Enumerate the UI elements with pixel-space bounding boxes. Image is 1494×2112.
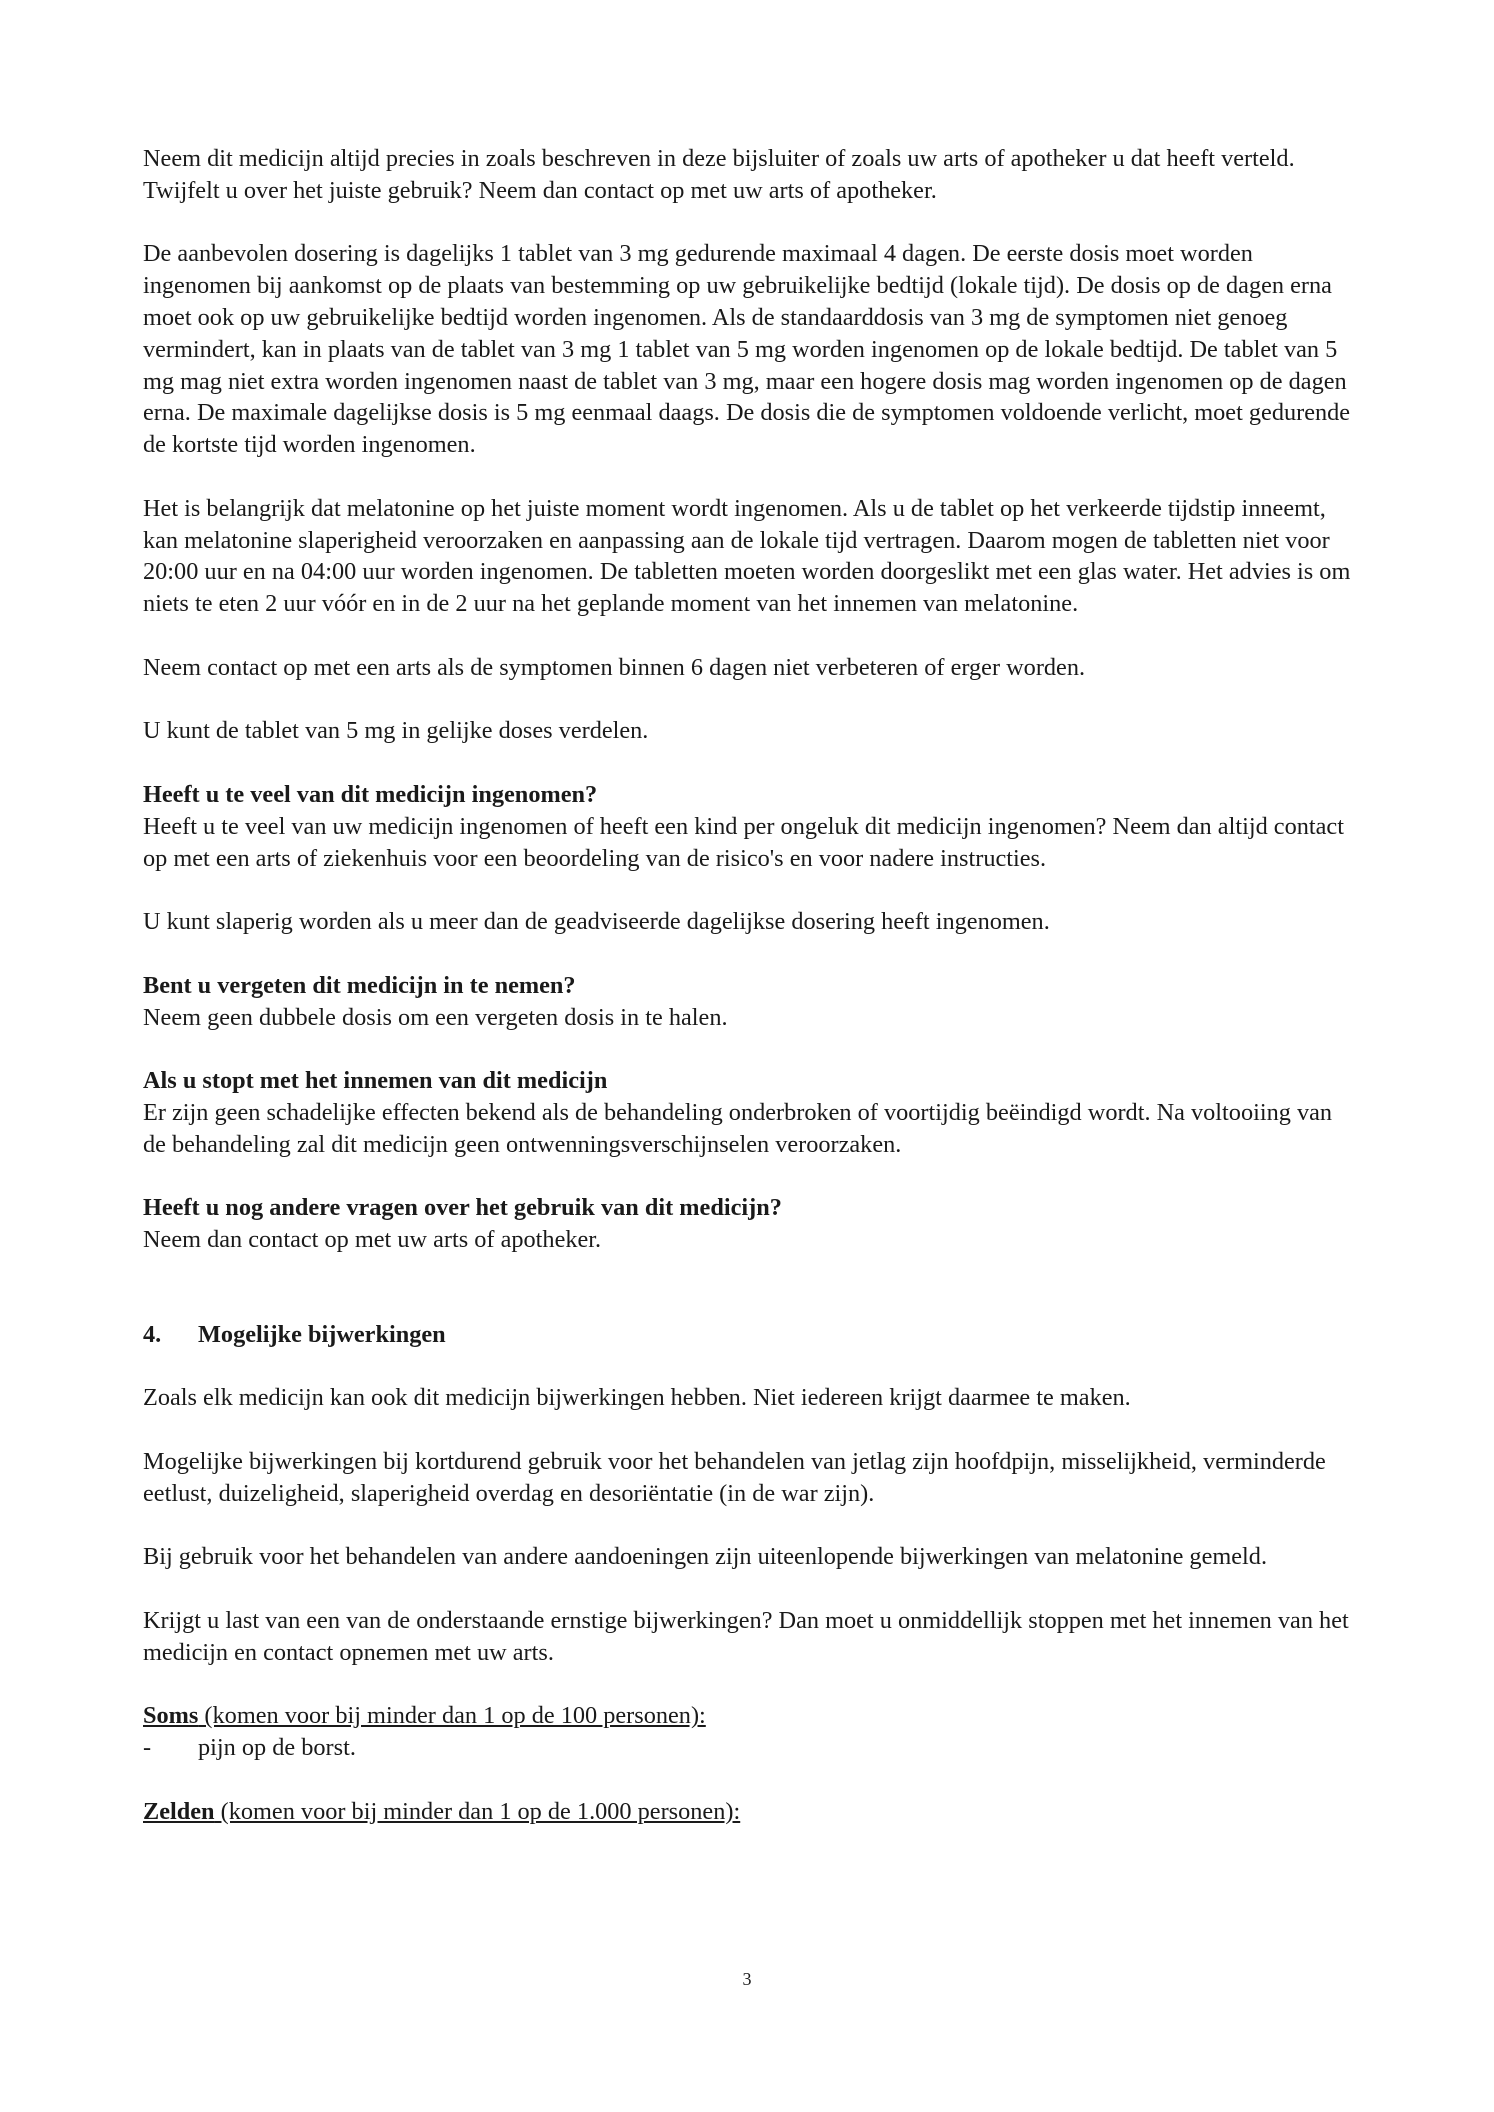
paragraph-questions: Neem dan contact op met uw arts of apotheker. xyxy=(143,1226,602,1254)
paragraph-forgotten: Neem geen dubbele dosis om een vergeten dosis in te halen. xyxy=(143,1003,728,1031)
heading-forgotten: Bent u vergeten dit medicijn in te nemen? xyxy=(143,971,576,999)
paragraph-contact-doctor: Neem contact op met een arts als de symptomen binnen 6 dagen niet verbeteren of erger worden. xyxy=(143,653,1086,681)
paragraph-jetlag-side-effects: Mogelijke bijwerkingen bij kortdurend gebruik voor het behandelen van jetlag zijn hoofdpijn, misselijkheid, verminderde eetlust, duizeligheid, slaperigheid overdag en desoriëntatie (in de war zijn). xyxy=(143,1448,1326,1507)
frequency-zelden-text: (komen voor bij minder dan 1 op de 1.000 personen): xyxy=(214,1797,741,1825)
paragraph-timing: Het is belangrijk dat melatonine op het juiste moment wordt ingenomen. Als u de tablet op het verkeerde tijdstip inneemt, kan melatonine slaperigheid veroorzaken en aanpassing aan de lokale tijd vertragen. Daarom mogen de tabletten niet voor 20:00 uur en na 04:00 uur worden ingenomen. De tabletten moeten worden doorgeslikt met een glas water. Het advies is om niets te eten 2 uur vóór en in de 2 uur na het geplande moment van het innemen van melatonine. xyxy=(143,494,1351,618)
paragraph-serious-side-effects: Krijgt u last van een van de onderstaande ernstige bijwerkingen? Dan moet u onmiddellijk stoppen met het innemen van het medicijn en contact opnemen met uw arts. xyxy=(143,1607,1349,1666)
document-body xyxy=(143,143,1353,1828)
paragraph-tablet-split: U kunt de tablet van 5 mg in gelijke doses verdelen. xyxy=(143,717,649,745)
paragraph-stopping: Er zijn geen schadelijke effecten bekend als de behandeling onderbroken of voortijdig beëindigd wordt. Na voltooiing van de behandeling zal dit medicijn geen ontwenningsverschijnselen veroorzaken. xyxy=(143,1098,1333,1158)
section-number: 4. xyxy=(143,1320,162,1348)
paragraph-side-effects-intro: Zoals elk medicijn kan ook dit medicijn bijwerkingen hebben. Niet iedereen krijgt daarmee te maken. xyxy=(143,1384,1131,1412)
list-item xyxy=(143,1732,1353,1764)
page-number: 3 xyxy=(742,1969,752,1989)
frequency-soms-text: (komen voor bij minder dan 1 op de 100 personen): xyxy=(198,1702,706,1730)
paragraph-other-conditions: Bij gebruik voor het behandelen van andere aandoeningen zijn uiteenlopende bijwerkingen van melatonine gemeld. xyxy=(143,1543,1268,1571)
heading-overdose: Heeft u te veel van dit medicijn ingenomen? xyxy=(143,780,598,808)
section-title: Mogelijke bijwerkingen xyxy=(198,1320,446,1348)
heading-questions: Heeft u nog andere vragen over het gebruik van dit medicijn? xyxy=(143,1194,782,1222)
bullet-dash: - xyxy=(143,1734,152,1762)
paragraph-usage-intro: Neem dit medicijn altijd precies in zoals beschreven in deze bijsluiter of zoals uw arts of apotheker u dat heeft verteld. Twijfelt u over het juiste gebruik? Neem dan contact op met uw arts of apotheker. xyxy=(143,145,1295,204)
frequency-soms-label: Soms xyxy=(143,1702,199,1730)
heading-stopping: Als u stopt met het innemen van dit medicijn xyxy=(143,1067,608,1095)
paragraph-overdose-drowsy: U kunt slaperig worden als u meer dan de geadviseerde dagelijkse dosering heeft ingenomen. xyxy=(143,908,1050,936)
frequency-soms xyxy=(143,1700,1353,1732)
bullet-text: pijn op de borst. xyxy=(198,1734,356,1762)
section-heading-side-effects xyxy=(143,1319,1353,1351)
frequency-zelden-label: Zelden xyxy=(143,1797,215,1825)
frequency-zelden xyxy=(143,1796,1353,1828)
paragraph-overdose: Heeft u te veel van uw medicijn ingenomen of heeft een kind per ongeluk dit medicijn ingenomen? Neem dan altijd contact op met een arts of ziekenhuis voor een beoordeling van de risico's en voor nadere instructies. xyxy=(143,812,1344,872)
paragraph-dosage: De aanbevolen dosering is dagelijks 1 tablet van 3 mg gedurende maximaal 4 dagen. De eerste dosis moet worden ingenomen bij aankomst op de plaats van bestemming op uw gebruikelijke bedtijd (lokale tijd). De dosis op de dagen erna moet ook op uw gebruikelijke bedtijd worden ingenomen. Als de standaarddosis van 3 mg de symptomen niet genoeg vermindert, kan in plaats van de tablet van 3 mg 1 tablet van 5 mg worden ingenomen op de lokale bedtijd. De tablet van 5 mg mag niet extra worden ingenomen naast de tablet van 3 mg, maar een hogere dosis mag worden ingenomen op de dagen erna. De maximale dagelijkse dosis is 5 mg eenmaal daags. De dosis die de symptomen voldoende verlicht, moet gedurende de kortste tijd worden ingenomen. xyxy=(143,240,1351,459)
